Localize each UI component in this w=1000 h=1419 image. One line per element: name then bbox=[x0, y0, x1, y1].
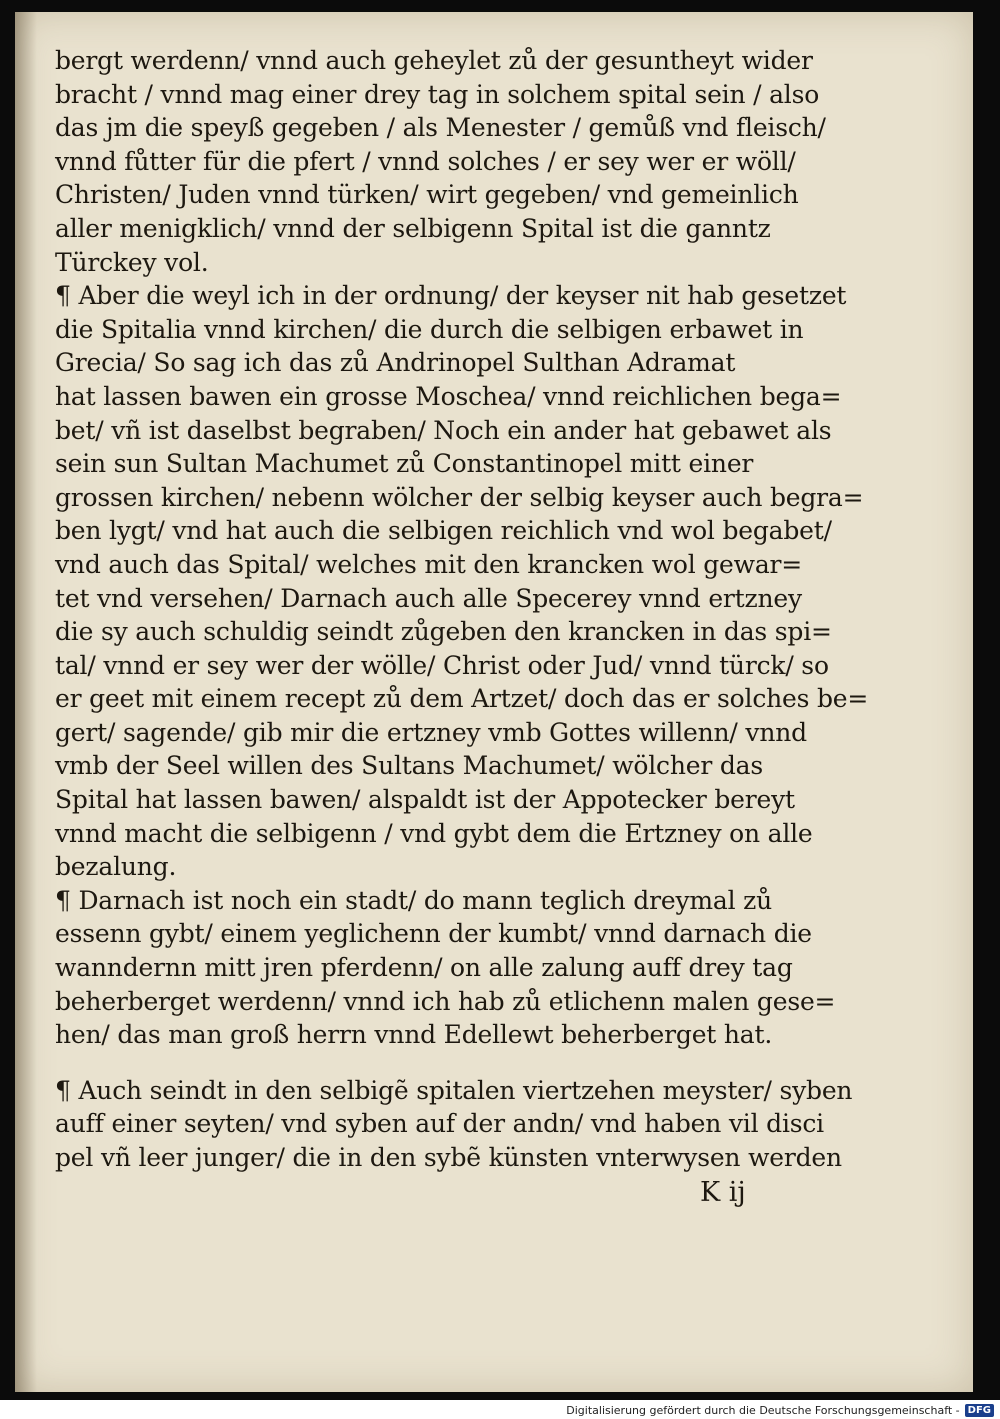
text-line: vnnd fůtter für die pfert / vnnd solches / er sey wer er wöll/ bbox=[55, 146, 796, 176]
text-line: Türckey vol. bbox=[55, 247, 209, 277]
text-line: bet/ vñ ist daselbst begraben/ Noch ein ander hat gebawet als bbox=[55, 415, 832, 445]
text-line: die Spitalia vnnd kirchen/ die durch die selbigen erbawet in bbox=[55, 314, 804, 344]
text-line: das jm die speyß gegeben / als Menester / gemůß vnd fleisch/ bbox=[55, 113, 826, 143]
text-line: pel vñ leer junger/ die in den sybẽ künsten vnterwysen werden bbox=[55, 1143, 842, 1172]
text-line: gert/ sagende/ gib mir die ertzney vmb Gottes willenn/ vnnd bbox=[55, 717, 807, 747]
text-line: ¶ Auch seindt in den selbigẽ spitalen viertzehen meyster/ syben bbox=[55, 1075, 853, 1105]
text-line: wanndernn mitt jren pferdenn/ on alle zalung auff drey tag bbox=[55, 953, 793, 983]
text-line: Spital hat lassen bawen/ alspaldt ist der Appotecker bereyt bbox=[55, 785, 795, 815]
text-line: vnd auch das Spital/ welches mit den krancken wol gewar= bbox=[55, 549, 803, 579]
text-line: Christen/ Juden vnnd türken/ wirt gegeben/ vnd gemeinlich bbox=[55, 180, 799, 210]
text-line: Grecia/ So sag ich das zů Andrinopel Sulthan Adramat bbox=[55, 348, 736, 378]
text-line: hen/ das man groß herrn vnnd Edellewt beherberget hat. bbox=[55, 1020, 773, 1050]
text-line: die sy auch schuldig seindt zůgeben den krancken in das spi= bbox=[55, 617, 832, 647]
text-line: grossen kirchen/ nebenn wölcher der selbig keyser auch begra= bbox=[55, 482, 864, 512]
text-line: ¶ Darnach ist noch ein stadt/ do mann teglich dreymal zů bbox=[55, 885, 773, 915]
page-text bbox=[55, 44, 869, 1175]
text-line: bracht / vnnd mag einer drey tag in solchem spital sein / also bbox=[55, 79, 820, 109]
dfg-logo-icon: DFG bbox=[965, 1404, 994, 1417]
page-gutter-shadow bbox=[15, 12, 37, 1392]
text-line: ben lygt/ vnd hat auch die selbigen reichlich vnd wol begabet/ bbox=[55, 516, 832, 546]
text-line: vnnd macht die selbigenn / vnd gybt dem die Ertzney on alle bbox=[55, 818, 813, 848]
text-line: vmb der Seel willen des Sultans Machumet/ wölcher das bbox=[55, 751, 763, 781]
signature-mark: K ij bbox=[700, 1177, 746, 1208]
text-line: sein sun Sultan Machumet zů Constantinopel mitt einer bbox=[55, 449, 754, 479]
text-line: beherberget werdenn/ vnnd ich hab zů etlichenn malen gese= bbox=[55, 986, 836, 1016]
text-line: bezalung. bbox=[55, 852, 177, 882]
text-line: ¶ Aber die weyl ich in der ordnung/ der keyser nit hab gesetzet bbox=[55, 281, 847, 311]
text-line: bergt werdenn/ vnnd auch geheylet zů der gesuntheyt wider bbox=[55, 46, 813, 75]
text-line: essenn gybt/ einem yeglichenn der kumbt/ vnnd darnach die bbox=[55, 919, 812, 949]
text-line: tal/ vnnd er sey wer der wölle/ Christ oder Jud/ vnnd türck/ so bbox=[55, 650, 829, 680]
paragraph-gap bbox=[55, 1052, 855, 1074]
footer-text: Digitalisierung gefördert durch die Deutsche Forschungsgemeinschaft - bbox=[566, 1403, 960, 1417]
text-line: hat lassen bawen ein grosse Moschea/ vnnd reichlichen bega= bbox=[55, 381, 842, 411]
text-line: auff einer seyten/ vnd syben auf der andn/ vnd haben vil disci bbox=[55, 1109, 824, 1139]
text-line: tet vnd versehen/ Darnach auch alle Specerey vnnd ertzney bbox=[55, 583, 802, 613]
text-line: er geet mit einem recept zů dem Artzet/ doch das er solches be= bbox=[55, 684, 869, 714]
book-page bbox=[15, 12, 973, 1392]
footer-credit bbox=[566, 1401, 994, 1419]
text-line: aller menigklich/ vnnd der selbigenn Spital ist die ganntz bbox=[55, 213, 771, 243]
